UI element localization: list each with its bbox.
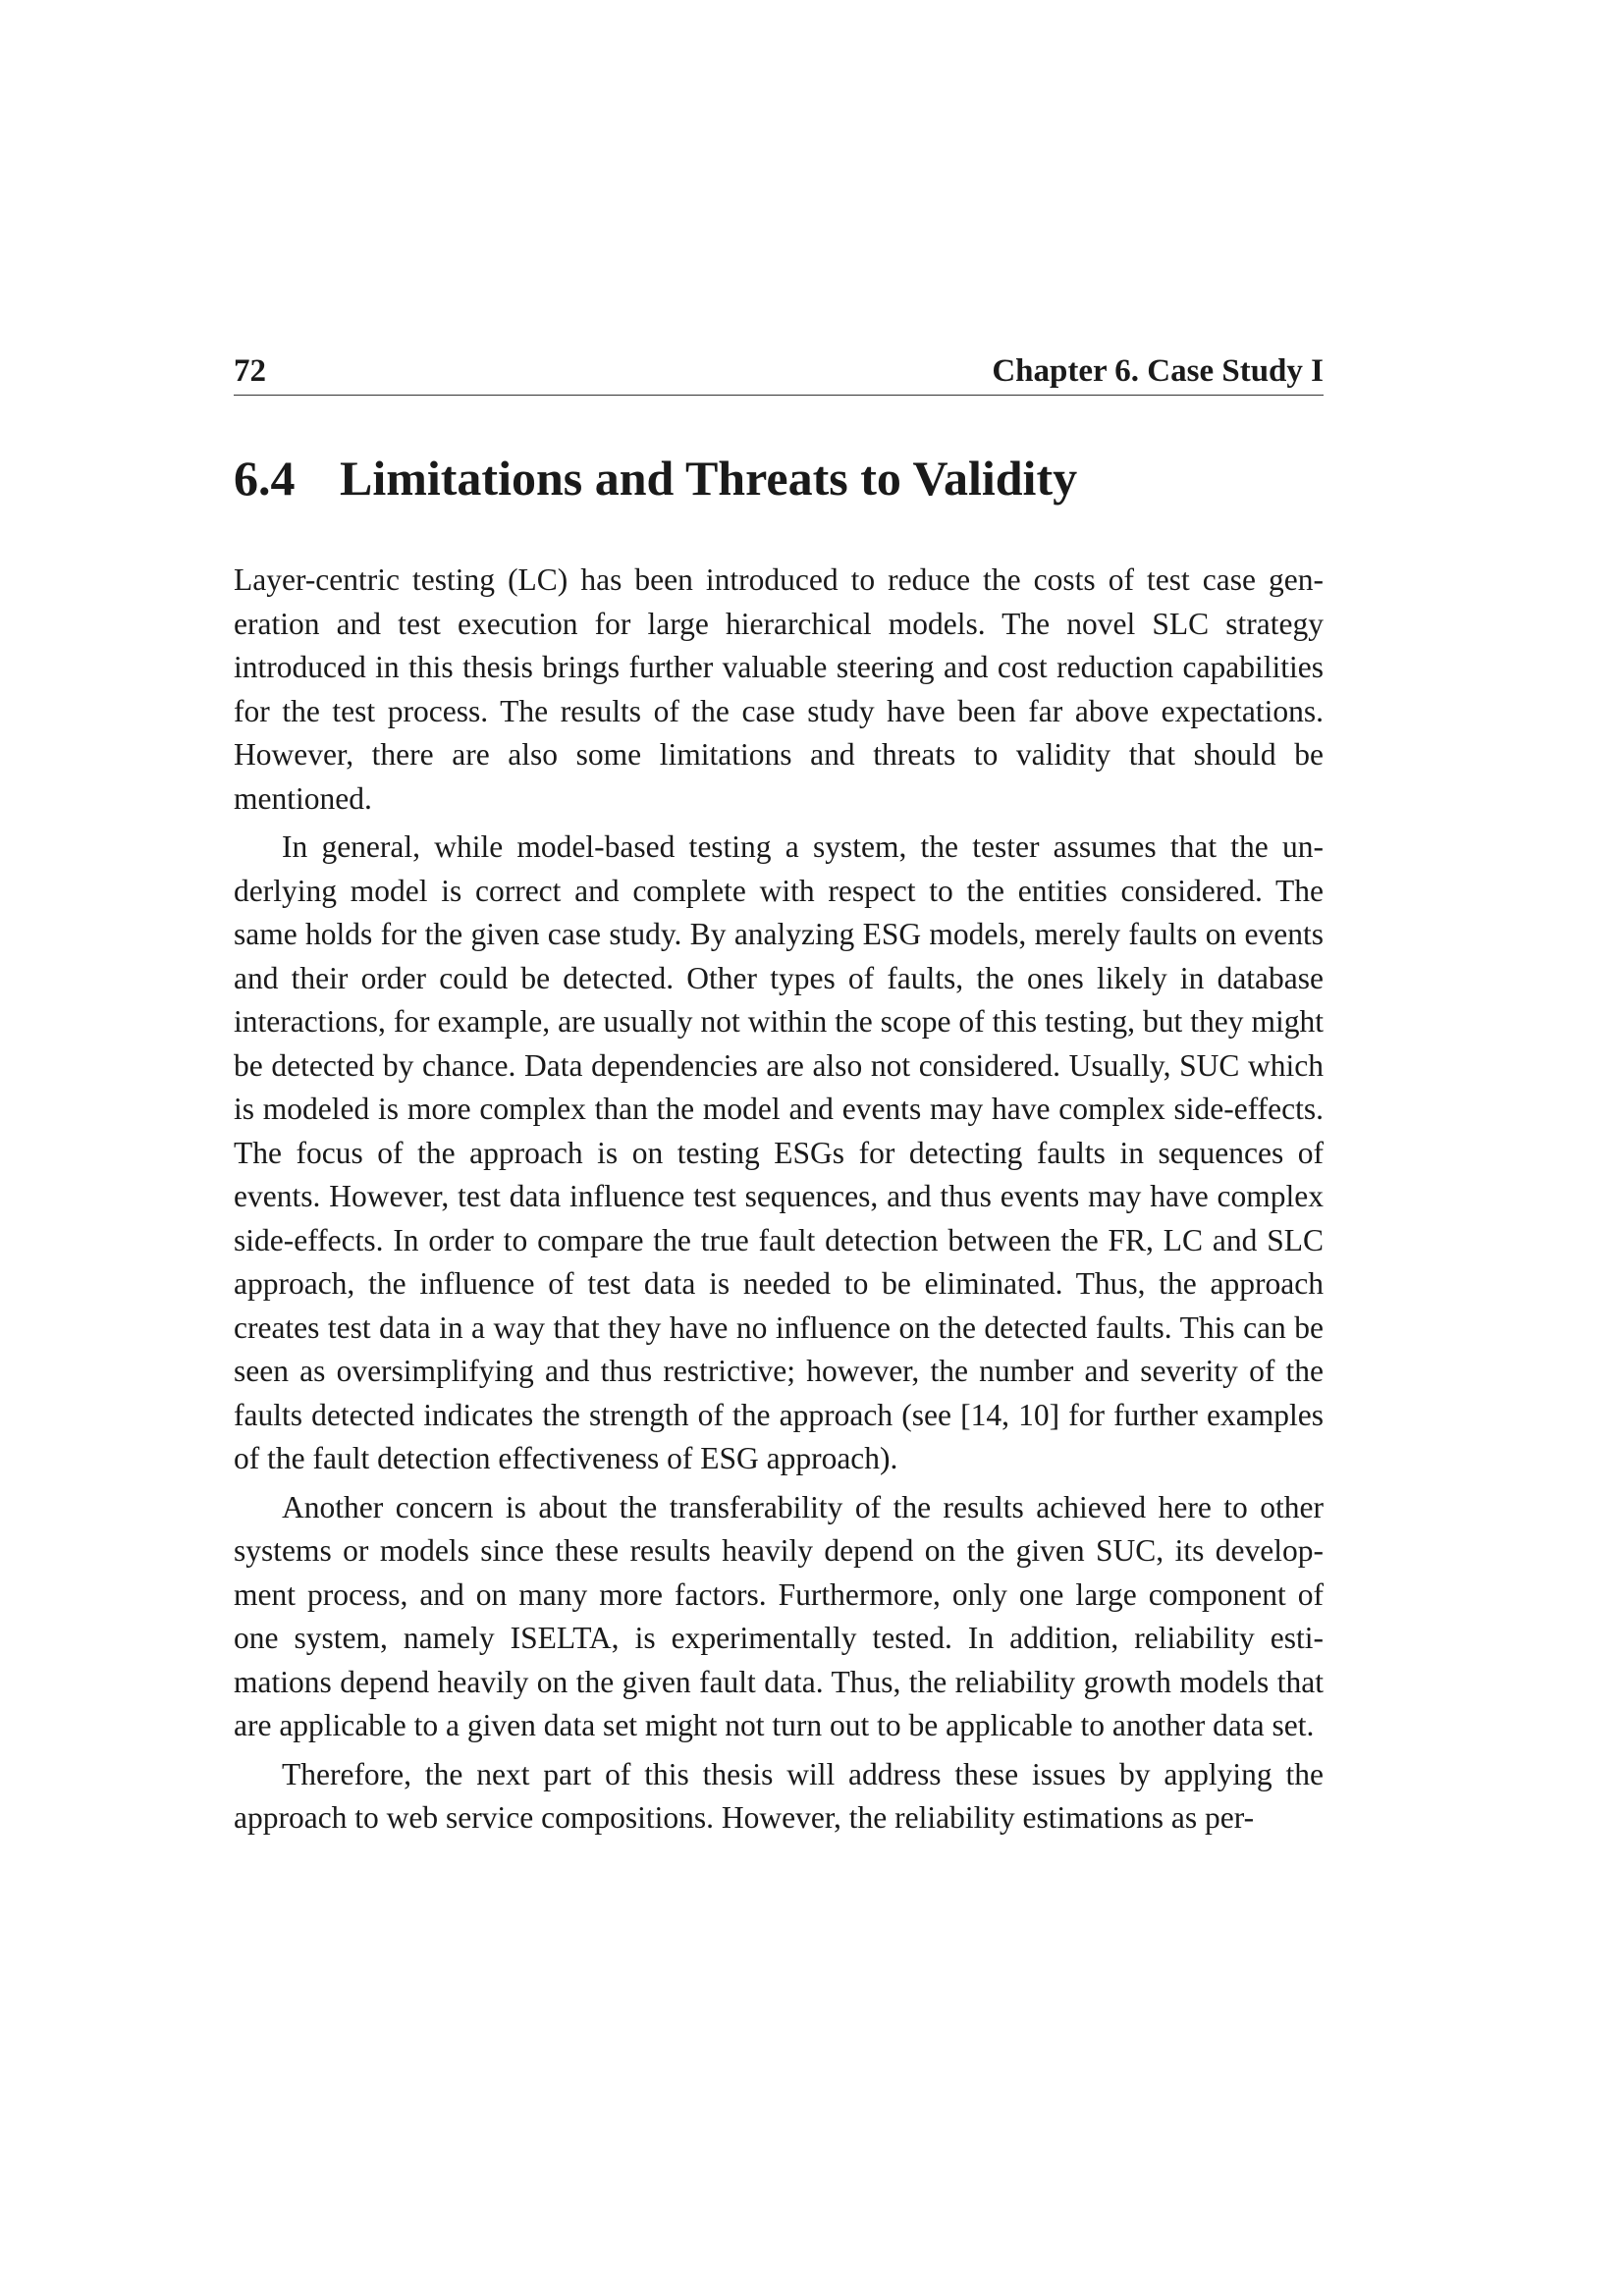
section-heading (234, 452, 1324, 506)
paragraph-transferability: Another concern is about the transferability of the results achieved here to other systems or models since these results heavily depend on the given SUC, its development process, and on many more factors. Furthermore, only one large component of one system, namely ISELTA, is experimentally tested. In addition, reliability estimations depend heavily on the given fault data. Thus, the reliability growth models that are applicable to a given data set might not turn out to be applicable to another data set. (234, 1489, 1324, 1742)
page-number: 72 (234, 353, 266, 389)
section-number: 6.4 (234, 451, 296, 506)
body-text (234, 559, 1324, 1845)
running-head: Chapter 6. Case Study I (992, 353, 1324, 389)
page-header (234, 351, 1324, 396)
paragraph-intro: Layer-centric testing (LC) has been introduced to reduce the costs of test case generation and test execution for large hierarchical models. The novel SLC strategy introduced in this thesis brings further valuable steering and cost reduction capabilities for the test process. The results of the case study have been far above expectations. However, there are also some limitations and threats to validity that should be mentioned. (234, 562, 1324, 816)
paragraph-next-part: Therefore, the next part of this thesis will address these issues by applying the approach to web service compositions. However, the reliability estimations as per- (234, 1756, 1324, 1835)
paragraph-model-assumptions: In general, while model-based testing a system, the tester assumes that the underlying model is correct and complete with respect to the entities considered. The same holds for the given case study. By analyzing ESG models, merely faults on events and their order could be detected. Other types of faults, the ones likely in database interactions, for example, are usually not within the scope of this testing, but they might be detected by chance. Data dependencies are also not considered. Usually, SUC which is modeled is more complex than the model and events may have complex side-effects. The focus of the approach is on testing ESGs for detecting faults in sequences of events. However, test data influence test sequences, and thus events may have complex side-effects. In order to compare the true fault detection between the FR, LC and SLC approach, the influence of test data is needed to be eliminated. Thus, the approach creates test data in a way that they have no influence on the detected faults. This can be seen as oversimplifying and thus restrictive; however, the number and severity of the faults detected indicates the strength of the approach (see [14, 10] for further examples of the fault detection effectiveness of ESG approach). (234, 829, 1324, 1475)
section-title: Limitations and Threats to Validity (340, 451, 1078, 506)
